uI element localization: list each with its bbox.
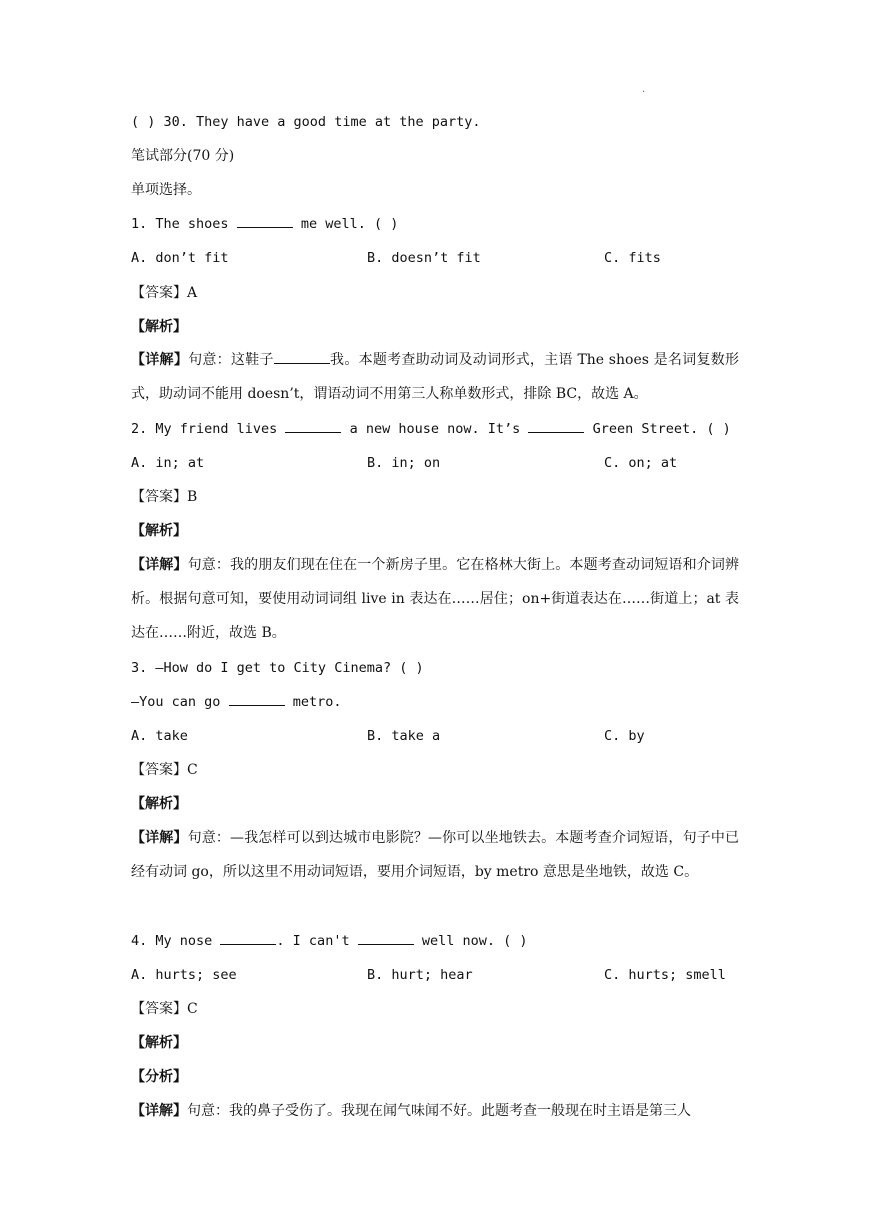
question-3-blank: [229, 705, 285, 706]
question-2-detail-text: 句意：我的朋友们现在住在一个新房子里。它在格林大街上。本题考查动词短语和介词辨析。根据句意可知，要使用动词词组 live in 表达在……居住；on+街道表达在……街道上；at 表达在……附近，故选 B。: [131, 557, 740, 641]
question-3-detail: [131, 821, 739, 889]
question-3-stem-post: metro.: [292, 694, 342, 710]
question-3-option-a: A. take: [131, 728, 188, 744]
question-1-option-a: A. don’t fit: [131, 250, 229, 266]
question-4-blank-2: [358, 944, 414, 945]
question-1-answer: 【答案】A: [131, 285, 198, 301]
question-3-detail-text: 句意：—我怎样可以到达城市电影院？—你可以坐地铁去。本题考查介词短语，句子中已经有动词 go，所以这里不用动词短语，要用介词短语，by metro 意思是坐地铁，故选 C。: [131, 830, 740, 880]
question-4-stem: [131, 931, 528, 951]
question-2-option-c: C. on; at: [604, 455, 678, 471]
question-1-detail-blank: [274, 363, 330, 364]
question-2-blank-1: [285, 432, 341, 433]
question-4-analysis-label: 【解析】: [131, 1035, 187, 1051]
question-3-stem-pre: —You can go: [131, 694, 221, 710]
question-2-answer: 【答案】B: [131, 489, 198, 505]
question-2-option-b: B. in; on: [367, 455, 441, 471]
question-4-stem-post: well now. ( ): [421, 933, 528, 949]
section-title: 笔试部分(70 分): [131, 148, 235, 164]
question-1-stem: [131, 214, 398, 234]
question-2-stem: [131, 419, 731, 439]
question-1-detail-pre: 句意：这鞋子: [188, 352, 274, 368]
question-3-answer: 【答案】C: [131, 762, 198, 778]
question-4-detail-label: 【详解】: [131, 1103, 187, 1119]
question-2-stem-post: Green Street. ( ): [592, 421, 731, 437]
question-4-option-c: C. hurts; smell: [604, 967, 726, 983]
question-3-option-b: B. take a: [367, 728, 441, 744]
question-3-stem-line2: [131, 692, 341, 712]
question-1-analysis-label: 【解析】: [131, 319, 187, 335]
question-4-fenxi-label: 【分析】: [131, 1069, 187, 1085]
question-3-stem-line1: 3. —How do I get to City Cinema? ( ): [131, 660, 424, 676]
question-1-stem-pre: 1. The shoes: [131, 216, 229, 232]
question-3-detail-label: 【详解】: [131, 830, 188, 846]
question-1-detail: [131, 343, 739, 411]
question-4-option-b: B. hurt; hear: [367, 967, 473, 983]
question-4-answer: 【答案】C: [131, 1001, 198, 1017]
question-2-detail: [131, 548, 739, 650]
question-1-detail-post: 我。本题考查助动词及动词形式，主语 The shoes 是名词复数形式，助动词不能用 doesn’t，谓语动词不用第三人称单数形式，排除 BC，故选 A。: [131, 352, 740, 402]
question-4-blank-1: [220, 944, 276, 945]
question-2-detail-label: 【详解】: [131, 557, 188, 573]
question-4-stem-pre: 4. My nose: [131, 933, 213, 949]
section-subtitle: 单项选择。: [131, 182, 201, 198]
question-2-blank-2: [528, 432, 584, 433]
question-2-option-a: A. in; at: [131, 455, 205, 471]
question-2-stem-mid: a new house now. It’s: [349, 421, 521, 437]
question-30: ( ) 30. They have a good time at the party.: [131, 114, 481, 130]
question-1-detail-label: 【详解】: [131, 352, 189, 368]
question-2-stem-pre: 2. My friend lives: [131, 421, 278, 437]
question-3-analysis-label: 【解析】: [131, 796, 187, 812]
question-3-option-c: C. by: [604, 728, 645, 744]
question-4-stem-mid: . I can't: [276, 933, 350, 949]
question-2-analysis-label: 【解析】: [131, 523, 187, 539]
header-dot: .: [642, 84, 646, 95]
question-1-blank: [237, 227, 293, 228]
question-1-option-c: C. fits: [604, 250, 661, 266]
question-4-detail: [131, 1101, 691, 1121]
question-4-detail-text: 句意：我的鼻子受伤了。我现在闻气味闻不好。此题考查一般现在时主语是第三人: [187, 1103, 691, 1119]
question-4-option-a: A. hurts; see: [131, 967, 237, 983]
question-1-stem-post: me well. ( ): [300, 216, 399, 232]
question-1-option-b: B. doesn’t fit: [367, 250, 481, 266]
